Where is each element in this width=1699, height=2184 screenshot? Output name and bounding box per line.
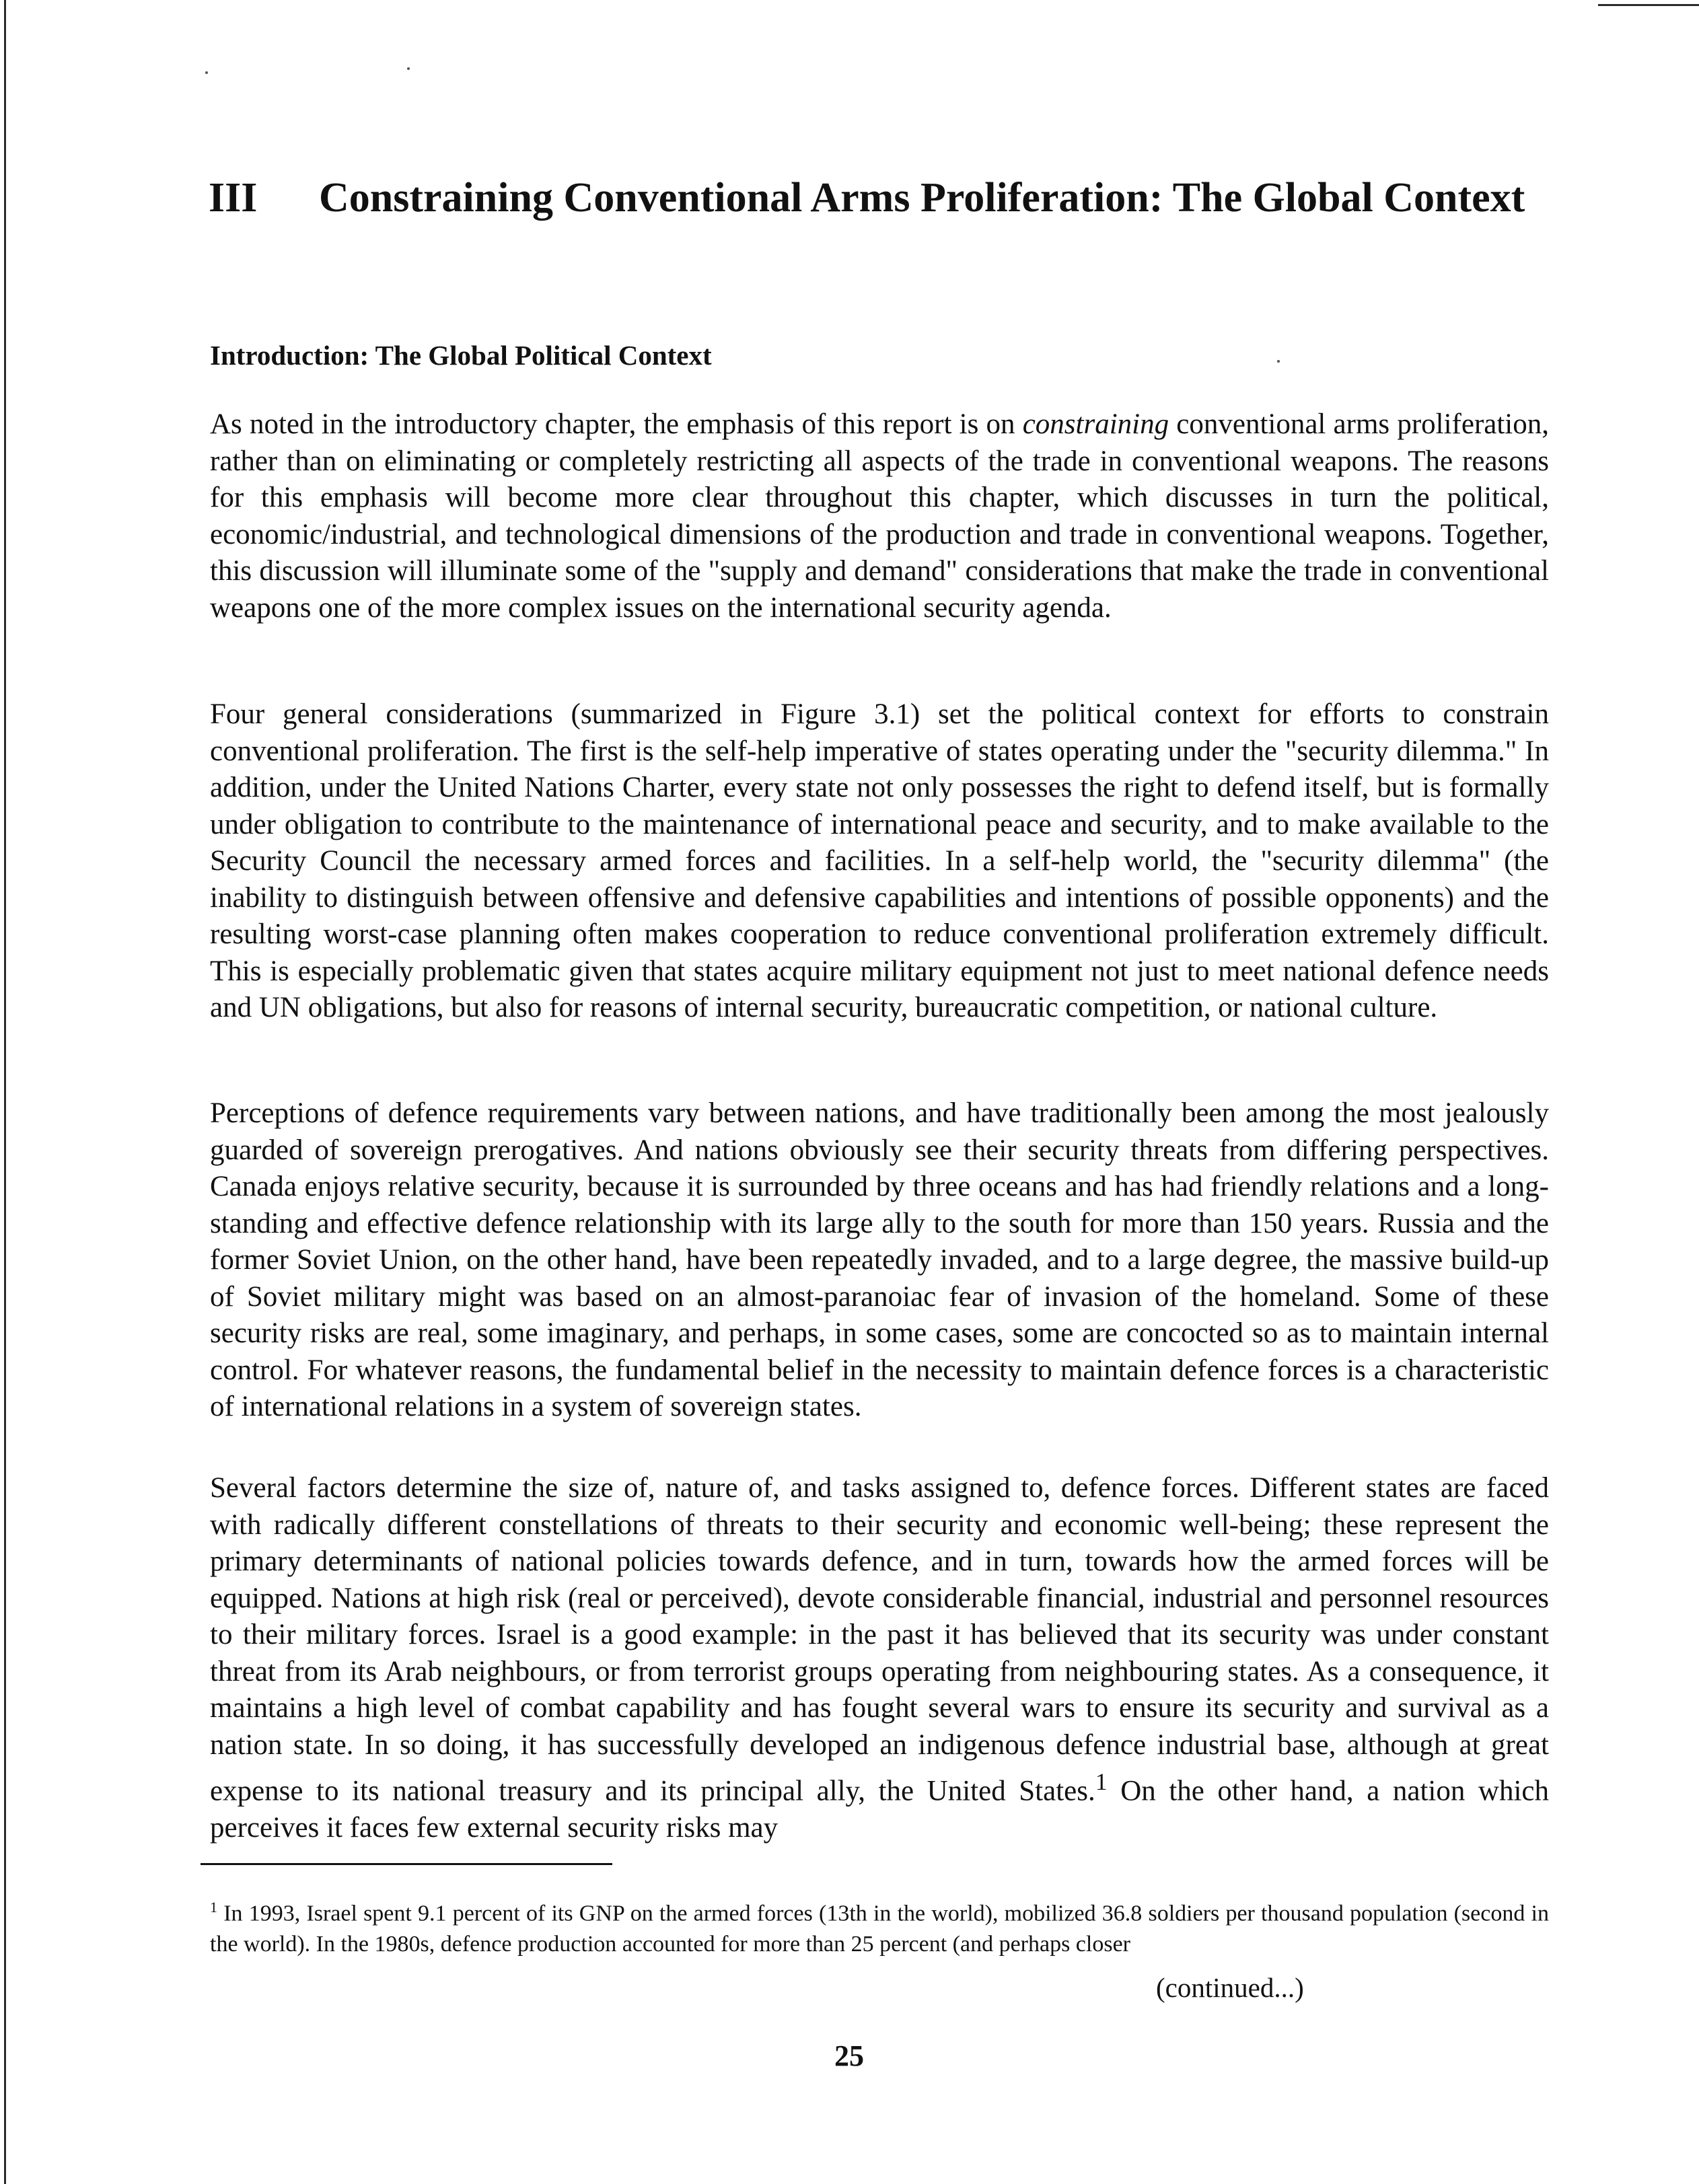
- chapter-title: Constraining Conventional Arms Proliferation: The Global Context: [319, 175, 1525, 221]
- chapter-number: III: [209, 175, 258, 221]
- scan-speck: [407, 67, 410, 70]
- paragraph-2: Four general considerations (summarized in Figure 3.1) set the political context for efforts to constrain conventional proliferation. The first is the self-help imperative of states operating under the "security dilemma." In addition, under the United Nations Charter, every state not only possesses the right to defend itself, but is formally under obligation to contribute to the maintenance of international peace and security, and to make available to the Security Council the necessary armed forces and facilities. In a self-help world, the "security dilemma" (the inability to distinguish between offensive and defensive capabilities and intentions of possible opponents) and the resulting worst-case planning often makes cooperation to reduce conventional proliferation extremely difficult. This is especially problematic given that states acquire military equipment not just to meet national defence needs and UN obligations, but also for reasons of internal security, bureaucratic competition, or national culture.: [210, 698, 1549, 1023]
- scan-edge-top: [1598, 4, 1699, 6]
- paragraph-3: Perceptions of defence requirements vary between nations, and have traditionally been among the most jealously guarded of sovereign prerogatives. And nations obviously see their security threats from differing perspectives. Canada enjoys relative security, because it is surrounded by three oceans and has had friendly relations and a long-standing and effective defence relationship with its large ally to the south for more than 150 years. Russia and the former Soviet Union, on the other hand, have been repeatedly invaded, and to a large degree, the massive build-up of Soviet military might was based on an almost-paranoiac fear of invasion of the homeland. Some of these security risks are real, some imaginary, and perhaps, in some cases, some are concocted so as to maintain internal control. For whatever reasons, the fundamental belief in the necessity to maintain defence forces is a characteristic of international relations in a system of sovereign states.: [210, 1097, 1549, 1422]
- scan-speck: [1277, 360, 1280, 363]
- emphasis-text: constraining: [1022, 408, 1169, 440]
- paragraph-4: Several factors determine the size of, nature of, and tasks assigned to, defence forces. Different states are faced with radically different constellations of threats to their security and economic well-being; these represent the primary determinants of national policies towards defence, and in turn, towards how the armed forces will be equipped. Nations at high risk (real or perceived), devote considerable financial, industrial and personnel resources to their military forces. Israel is a good example: in the past it has believed that its security was under constant threat from its Arab neighbours, or from terrorist groups operating from neighbouring states. As a consequence, it maintains a high level of combat capability and has fought several wars to ensure its security and survival as a nation state. In so doing, it has successfully developed an indigenous defence industrial base, although at great expense to its national treasury and its principal ally, the United States.$^1$ On the other hand, a nation which perceives it faces few external security risks may: [210, 1472, 1549, 1844]
- scan-speck: [205, 71, 208, 74]
- scan-edge-left: [4, 0, 6, 2184]
- footnote-divider: [201, 1863, 612, 1865]
- footnote-continued: (continued...): [1156, 1972, 1304, 2003]
- footnote: [210, 1892, 1549, 1960]
- paragraph-1: As noted in the introductory chapter, the emphasis of this report is on constraining conventional arms proliferation, rather than on eliminating or completely restricting all aspects of the trade in conventional weapons. The reasons for this emphasis will become more clear throughout this chapter, which discusses in turn the political, economic/industrial, and technological dimensions of the production and trade in conventional weapons. Together, this discussion will illuminate some of the "supply and demand" considerations that make the trade in conventional weapons one of the more complex issues on the international security agenda.: [210, 408, 1549, 624]
- page-number: 25: [834, 2039, 864, 2072]
- footnote-reference: 1: [1095, 1768, 1108, 1795]
- section-heading: Introduction: The Global Political Context: [210, 340, 712, 371]
- footnote-marker: 1: [210, 1899, 217, 1916]
- footnote-text: In 1993, Israel spent 9.1 percent of its GNP on the armed forces (13th in the world), mobilized 36.8 soldiers per thousand population (second in the world). In the 1980s, defence production accounted for more than 25 percent (and perhaps closer: [210, 1901, 1549, 1957]
